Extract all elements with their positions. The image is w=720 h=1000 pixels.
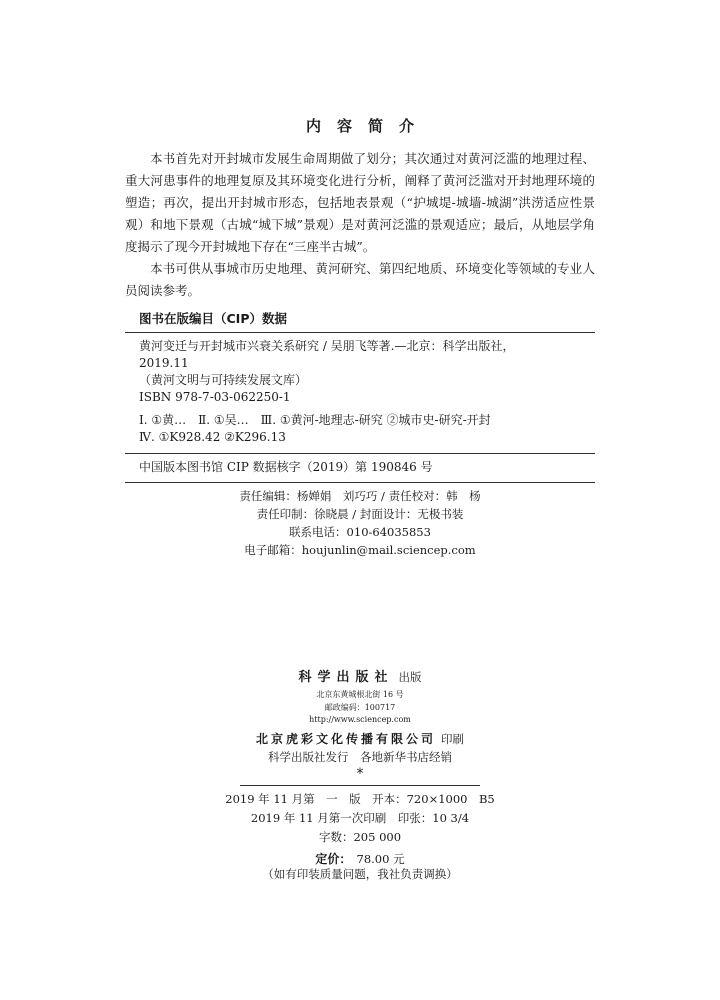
edition-line: 2019 年 11 月第 一 版 开本：720×1000 B5 xyxy=(225,792,495,806)
distribution: 科学出版社发行 各地新华书店经销 xyxy=(268,750,452,764)
cip-middle-rule xyxy=(125,453,595,454)
printer-name: 北京虎彩文化传播有限公司 xyxy=(255,732,436,746)
price-line xyxy=(0,848,720,867)
cip-line: Ⅳ. ①K928.42 ②K296.13 xyxy=(139,430,286,444)
cip-line: Ⅰ. ①黄… Ⅱ. ①吴… Ⅲ. ①黄河-地理志-研究 ②城市史-研究-开封 xyxy=(139,413,491,427)
cip-verification: 中国版本图书馆 CIP 数据核字（2019）第 190846 号 xyxy=(139,460,433,474)
publisher-url: http://www.sciencep.com xyxy=(309,715,411,724)
printing-line: 2019 年 11 月第一次印刷 印张：10 3/4 xyxy=(250,811,470,825)
cip-bottom-rule xyxy=(125,482,595,483)
publisher-postcode: 邮政编码：100717 xyxy=(324,703,396,712)
publisher-line xyxy=(0,666,720,685)
word-count: 字数：205 000 xyxy=(318,830,402,844)
price-value: 78.00 元 xyxy=(356,852,405,866)
staff-editors: 责任编辑：杨婵娟 刘巧巧 / 责任校对：韩 杨 xyxy=(239,489,481,503)
cip-top-rule xyxy=(125,332,595,333)
staff-phone: 联系电话：010-64035853 xyxy=(289,525,431,539)
summary-paragraph: 本书可供从事城市历史地理、黄河研究、第四纪地质、环境变化等领域的专业人员阅读参考。 xyxy=(125,261,595,298)
publisher-address: 北京东黄城根北街 16 号 xyxy=(316,690,404,699)
publisher-name: 科学出版社 xyxy=(298,670,394,685)
printer-prints: 印刷 xyxy=(441,732,465,746)
cip-record xyxy=(139,338,589,406)
quality-note: （如有印装质量问题，我社负责调换） xyxy=(262,867,458,881)
cip-line: 黄河变迁与开封城市兴衰关系研究 / 吴朋飞等著.—北京：科学出版社， xyxy=(139,339,515,353)
printer-line xyxy=(0,728,720,747)
cip-classification xyxy=(139,412,589,446)
cip-heading: 图书在版编目（CIP）数据 xyxy=(139,311,287,326)
summary-body xyxy=(125,148,595,302)
separator-star: * xyxy=(356,766,364,782)
staff-production: 责任印制：徐晓晨 / 封面设计：无极书装 xyxy=(256,507,464,521)
cip-line: （黄河文明与可持续发展文库） xyxy=(139,373,308,387)
price-label: 定价： xyxy=(315,852,352,866)
cip-line: ISBN 978-7-03-062250-1 xyxy=(139,390,291,404)
summary-title: 内容简介 xyxy=(305,117,430,135)
edition-rule xyxy=(240,785,480,786)
staff-email: 电子邮箱：houjunlin@mail.sciencep.com xyxy=(244,543,476,557)
summary-paragraph: 本书首先对开封城市发展生命周期做了划分；其次通过对黄河泛滥的地理过程、重大河患事件的地理复原及其环境变化进行分析，阐释了黄河泛滥对开封地理环境的塑造；再次，提出开封城市形态，包括地表景观（“护城堤-城墙-城湖”洪涝适应性景观）和地下景观（古城“城下城”景观）是对黄河泛滥的景观适应；最后，从地层学角度揭示了现今开封城地下存在“三座半古城”。 xyxy=(125,151,595,254)
publisher-publishes: 出版 xyxy=(398,670,422,684)
cip-line: 2019.11 xyxy=(139,356,189,370)
